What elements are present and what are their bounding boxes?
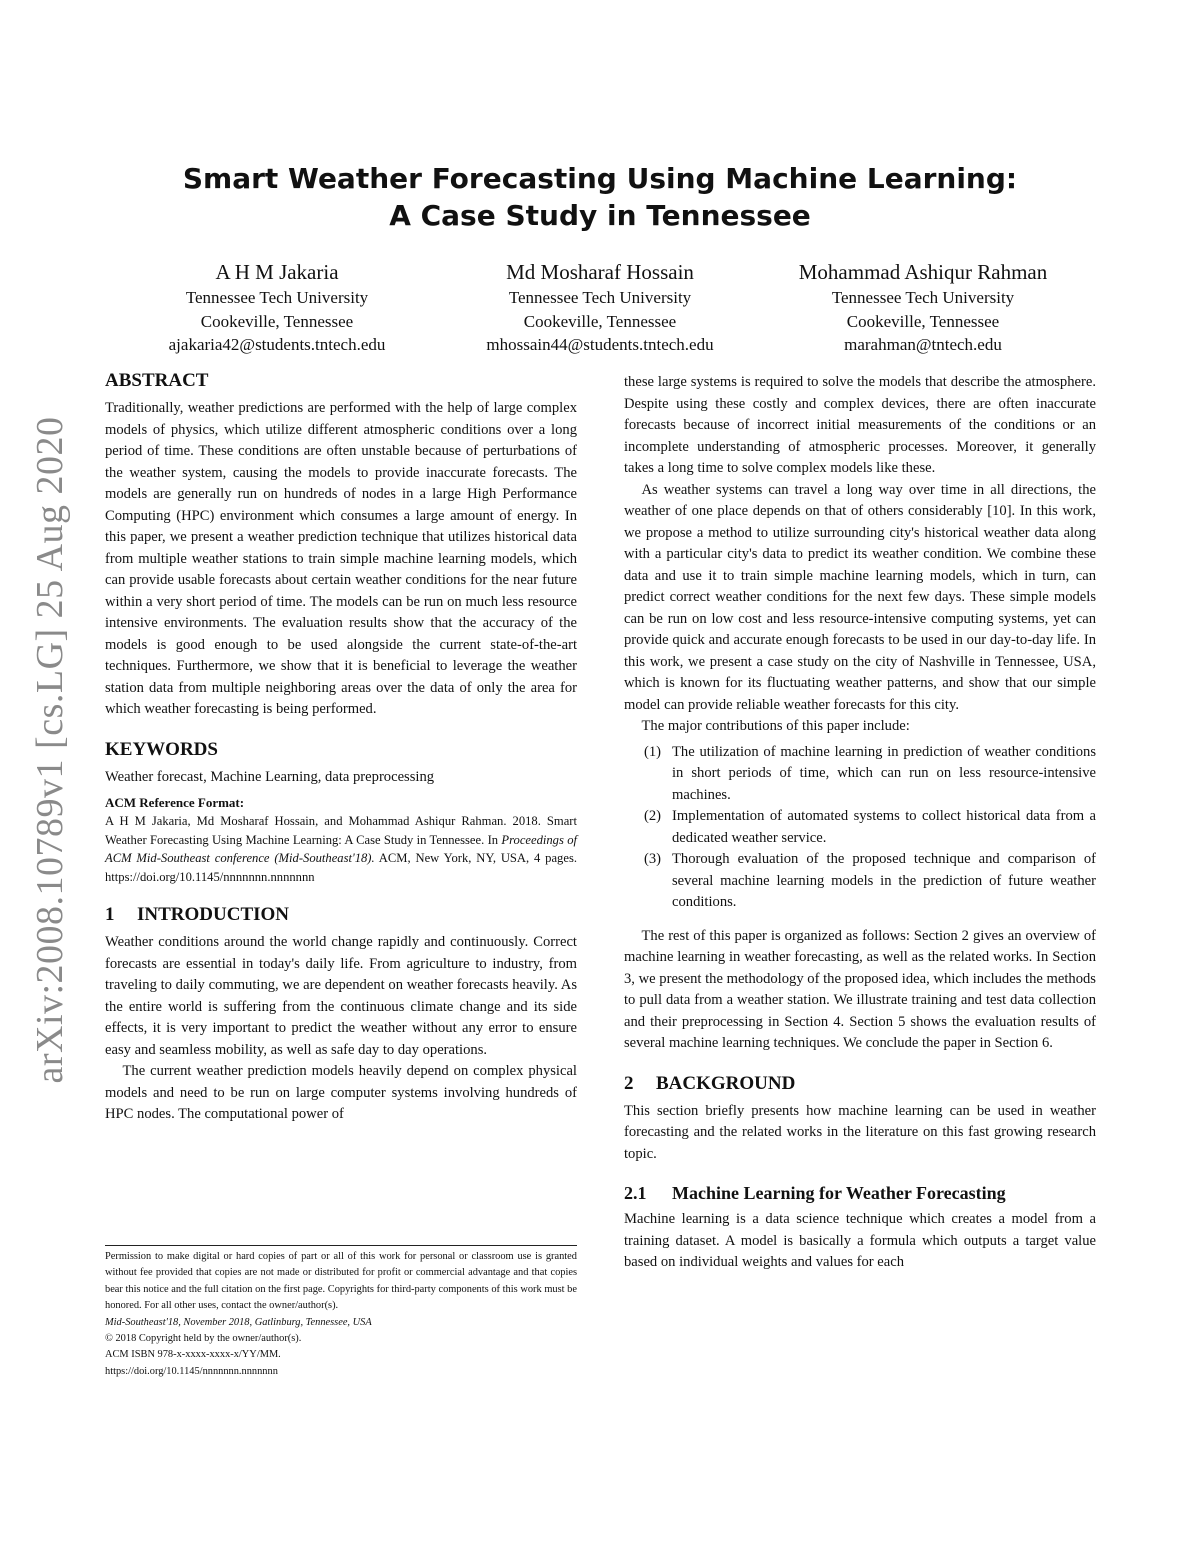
section-title: INTRODUCTION <box>137 904 290 925</box>
section-number: 1 <box>105 904 115 925</box>
left-column <box>105 368 577 1126</box>
copyright-footnote <box>105 1245 577 1380</box>
acm-reference-part-1: A H M Jakaria, Md Mosharaf Hossain, and Mohammad Ashiqur Rahman. 2018. Smart Weather Forecasting Using Machine Learning: A Case Study in Tennessee. In <box>105 814 577 847</box>
author-location: Cookeville, Tennessee <box>200 311 354 331</box>
copyright-line: © 2018 Copyright held by the owner/author(s). <box>105 1333 302 1345</box>
introduction-heading <box>105 902 577 928</box>
keywords-heading: KEYWORDS <box>105 738 218 760</box>
author-email[interactable]: ajakaria42@students.tntech.edu <box>168 335 386 354</box>
contribution-item <box>624 806 1096 849</box>
introduction-paragraph-3: As weather systems can travel a long way over time in all directions, the weather of one place depends on that of others considerably [10]. In this work, we propose a method to utilize surrounding city's historical weather data along with a particular city's data to predict its weather condition. We combine these data and use it to train simple machine learning models, which in turn, can predict correct weather conditions for the next few days. These simple models can be run on low cost and less resource-intensive computing systems, yet can provide quick and accurate enough forecasts to be used in our day-to-day life. In this work, we present a case study on the city of Nashville in Tennessee, USA, which is known for its fluctuating weather patterns, and show that our simple model can provide reliable weather forecasts for this city. <box>624 481 1096 713</box>
introduction-paragraph-5: The rest of this paper is organized as follows: Section 2 gives an overview of machine learning in weather forecasting, as well as the related works. In Section 3, we present the methodology of the proposed idea, which includes the methods to pull data from a weather station. We illustrate training and test data collection and their preprocessing in Section 4. Section 5 shows the evaluation results of several machine learning techniques. We conclude the paper in Section 6. <box>624 927 1096 1051</box>
author-name: Md Mosharaf Hossain <box>506 260 694 284</box>
keywords-text: Weather forecast, Machine Learning, data preprocessing <box>105 768 435 785</box>
subsection-title: Machine Learning for Weather Forecasting <box>672 1183 1006 1203</box>
contribution-item <box>624 849 1096 914</box>
author-affiliation: Tennessee Tech University <box>508 288 692 307</box>
isbn-line: ACM ISBN 978-x-xxxx-xxxx-x/YY/MM. <box>105 1349 281 1361</box>
right-column <box>624 372 1096 1274</box>
author-affiliation: Tennessee Tech University <box>185 288 369 307</box>
permission-notice: Permission to make digital or hard copies of part or all of this work for personal or classroom use is granted without fee provided that copies are not made or distributed for profit or commercial advantage and that copies bear this notice and the full citation on the first page. Copyrights for third-party components of this work must be honored. For all other uses, contact the owner/author(s). <box>105 1251 577 1312</box>
acm-reference-part-2: ACM, New York, NY, USA, 4 pages. https://doi.org/10.1145/nnnnnnn.nnnnnnn <box>105 851 577 884</box>
arxiv-stamp-text: arXiv:2008.10789v1 [cs.LG] 25 Aug 2020 <box>29 416 71 1084</box>
introduction-paragraph-2: The current weather prediction models heavily depend on complex physical models and need to be run on large computer systems involving hundreds of HPC nodes. The computational power of <box>105 1063 577 1122</box>
subsection-number: 2.1 <box>624 1183 647 1203</box>
contribution-list <box>624 742 1096 914</box>
venue-line: Mid-Southeast'18, November 2018, Gatlinburg, Tennessee, USA <box>105 1316 372 1328</box>
author-email[interactable]: marahman@tntech.edu <box>844 335 1002 354</box>
author-2 <box>435 258 765 357</box>
doi-line[interactable]: https://doi.org/10.1145/nnnnnnn.nnnnnnn <box>105 1365 278 1377</box>
author-name: Mohammad Ashiqur Rahman <box>798 260 1048 284</box>
author-3 <box>758 258 1088 357</box>
section-title: BACKGROUND <box>656 1072 796 1094</box>
contribution-text: Implementation of automated systems to collect historical data from a dedicated weather service. <box>672 808 1096 846</box>
subsection-2-1-heading <box>624 1181 1096 1205</box>
contribution-item <box>624 742 1096 807</box>
introduction-paragraph-1: Weather conditions around the world change rapidly and continuously. Correct forecasts are essential in today's daily life. From agriculture to industry, from traveling to daily commuting, we are dependent on weather forecasts heavily. As the entire world is suffering from the continuous climate change and its side effects, it is very important to predict the weather without any error to ensure easy and seamless mobility, as well as safe day to day operations. <box>105 934 577 1058</box>
background-text: This section briefly presents how machine learning can be used in weather forecasting and the related works in the literature on this fast growing research topic. <box>624 1102 1096 1162</box>
section-number: 2 <box>624 1072 634 1094</box>
abstract-heading: ABSTRACT <box>105 370 209 391</box>
list-marker: (3) <box>644 851 662 867</box>
author-1 <box>112 258 442 357</box>
paper-title <box>100 160 1100 234</box>
title-line-2: A Case Study in Tennessee <box>389 199 811 232</box>
contribution-text: Thorough evaluation of the proposed technique and comparison of several machine learning models in the prediction of future weather conditions. <box>672 851 1096 910</box>
contribution-text: The utilization of machine learning in prediction of weather conditions in short periods of time, which can run on less resource-intensive machines. <box>672 743 1096 803</box>
subsection-2-1-text: Machine learning is a data science technique which creates a model from a training dataset. A model is basically a formula which outputs a target value based on individual weights and values for each <box>624 1211 1096 1270</box>
introduction-paragraph-4: The major contributions of this paper include: <box>641 718 910 734</box>
list-marker: (2) <box>644 808 662 824</box>
author-email[interactable]: mhossain44@students.tntech.edu <box>486 335 714 354</box>
introduction-paragraph-2-continued: these large systems is required to solve the models that describe the atmosphere. Despite using these costly and complex devices, there are often inaccurate forecasts because of incorrect initial measurements of the conditions or an incomplete understanding of atmospheric processes. Moreover, it generally takes a long time to solve complex models like these. <box>624 374 1096 476</box>
abstract-text: Traditionally, weather predictions are performed with the help of large complex models of physics, which utilize different atmospheric conditions over a long period of time. These conditions are often unstable because of perturbations of the weather system, causing the models to provide inaccurate forecasts. The models are generally run on hundreds of nodes in a large High Performance Computing (HPC) environment which consumes a large amount of energy. In this paper, we present a weather prediction technique that utilizes historical data from multiple weather stations to train simple machine learning models, which can provide usable forecasts about certain weather conditions for the near future within a very short period of time. The models can be run on much less resource intensive environments. The evaluation results show that the accuracy of the models is good enough to be used alongside the current state-of-the-art techniques. Furthermore, we show that it is beneficial to leverage the weather station data from multiple neighboring areas over the data of only the area for which weather forecasting is being performed. <box>105 400 577 717</box>
author-location: Cookeville, Tennessee <box>523 311 677 331</box>
title-line-1: Smart Weather Forecasting Using Machine Learning: <box>182 162 1018 195</box>
list-marker: (1) <box>644 743 662 760</box>
author-name: A H M Jakaria <box>215 260 339 284</box>
acm-reference-text <box>105 812 577 886</box>
author-affiliation: Tennessee Tech University <box>831 288 1015 307</box>
acm-reference-proceedings: Proceedings of ACM Mid-Southeast conference (Mid-Southeast'18). <box>105 832 577 865</box>
acm-reference-heading: ACM Reference Format: <box>105 795 245 810</box>
background-heading <box>624 1071 1096 1097</box>
author-location: Cookeville, Tennessee <box>846 311 1000 331</box>
